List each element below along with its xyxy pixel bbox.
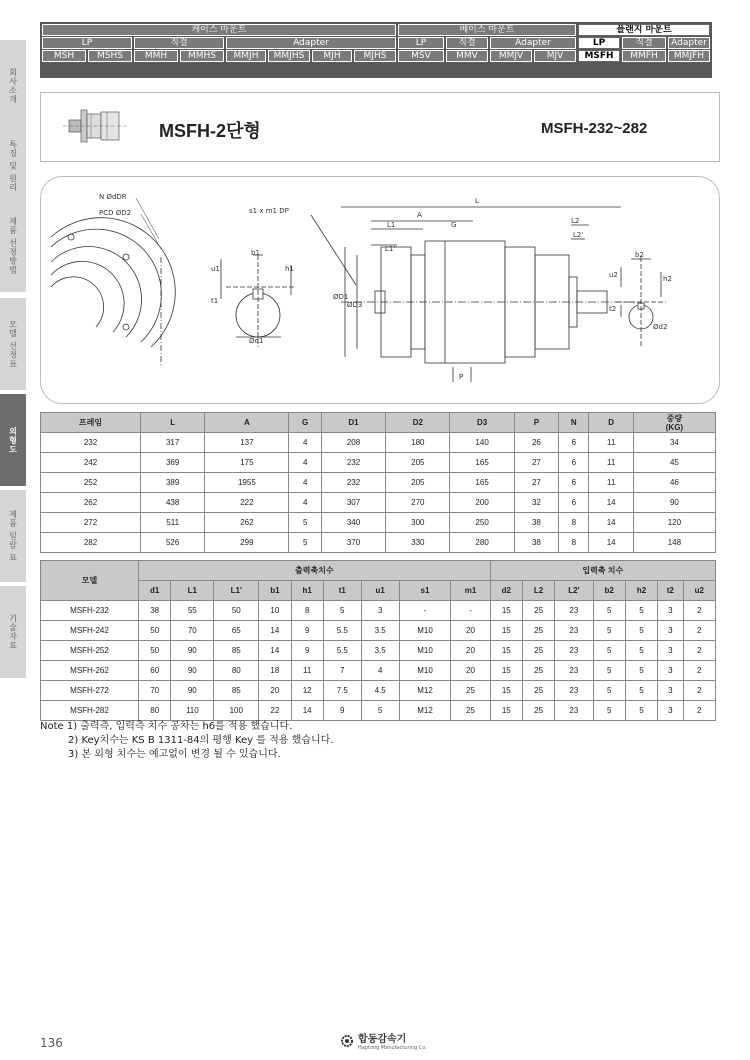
table-cell: 5 bbox=[289, 533, 321, 553]
table-cell: 25 bbox=[522, 661, 554, 681]
table-cell: M10 bbox=[399, 621, 451, 641]
column-header: L1 bbox=[171, 581, 214, 601]
table-cell: 10 bbox=[259, 601, 291, 621]
drawing-label-D3: ØD3 bbox=[347, 301, 363, 309]
table-cell: 262 bbox=[205, 513, 289, 533]
table-cell: 23 bbox=[555, 661, 593, 681]
table-cell: 25 bbox=[451, 701, 490, 721]
table-cell: 250 bbox=[450, 513, 514, 533]
table-row bbox=[41, 493, 716, 513]
table-cell: 3 bbox=[658, 621, 683, 641]
table-cell: 270 bbox=[386, 493, 450, 513]
table-cell: 208 bbox=[321, 433, 385, 453]
table-cell: 6 bbox=[559, 473, 589, 493]
table-cell: 14 bbox=[589, 513, 633, 533]
table-cell: 222 bbox=[205, 493, 289, 513]
nav-case-adapter[interactable]: Adapter bbox=[226, 37, 396, 49]
table-cell: 4 bbox=[289, 473, 321, 493]
drawing-label-t2: t2 bbox=[609, 305, 617, 313]
table-cell: 38 bbox=[514, 533, 558, 553]
table-cell: 15 bbox=[490, 601, 522, 621]
notes bbox=[40, 720, 333, 762]
brand-name: 합동감속기 bbox=[358, 1034, 407, 1045]
table-cell: 11 bbox=[589, 433, 633, 453]
table-cell: 15 bbox=[490, 661, 522, 681]
table-cell: 307 bbox=[321, 493, 385, 513]
table-cell: 300 bbox=[386, 513, 450, 533]
table-cell: 340 bbox=[321, 513, 385, 533]
table-cell: - bbox=[399, 601, 451, 621]
table-cell: 8 bbox=[291, 601, 323, 621]
column-header: L bbox=[141, 413, 205, 433]
table-cell: MSFH-282 bbox=[41, 701, 139, 721]
top-navigation bbox=[40, 22, 712, 78]
drawing-label-b2: b2 bbox=[635, 251, 644, 259]
table-cell: 11 bbox=[589, 473, 633, 493]
table-cell: 3 bbox=[658, 661, 683, 681]
table-cell: 25 bbox=[522, 621, 554, 641]
column-header: h1 bbox=[291, 581, 323, 601]
note-3: 3) 본 외형 치수는 예고없이 변경 될 수 있습니다. bbox=[68, 749, 281, 760]
table-cell: 389 bbox=[141, 473, 205, 493]
company-logo bbox=[340, 1030, 427, 1051]
table-cell: 27 bbox=[514, 473, 558, 493]
side-tab-features[interactable]: 특징 및 원리 bbox=[0, 120, 26, 216]
table-cell: 25 bbox=[522, 601, 554, 621]
table-cell: 27 bbox=[514, 453, 558, 473]
column-header: d1 bbox=[139, 581, 171, 601]
table-cell: 23 bbox=[555, 681, 593, 701]
table-cell: 38 bbox=[139, 601, 171, 621]
table-cell: 137 bbox=[205, 433, 289, 453]
table-cell: 3 bbox=[658, 601, 683, 621]
table-cell: 90 bbox=[633, 493, 715, 513]
table-row bbox=[41, 601, 716, 621]
note-1: Note 1) 출력측, 입력측 치수 공차는 h6를 적용 했습니다. bbox=[40, 721, 293, 732]
table-cell: M12 bbox=[399, 681, 451, 701]
table-cell: 46 bbox=[633, 473, 715, 493]
drawing-label-t1: t1 bbox=[211, 297, 219, 305]
table-row bbox=[41, 621, 716, 641]
column-header: D3 bbox=[450, 413, 514, 433]
table-cell: - bbox=[451, 601, 490, 621]
side-tab-technical-data[interactable]: 기술자료 bbox=[0, 586, 26, 682]
drawing-label-pcd: PCD ØD2 bbox=[99, 209, 132, 217]
table-cell: M10 bbox=[399, 641, 451, 661]
table-cell: 4 bbox=[289, 453, 321, 473]
table-cell: 14 bbox=[589, 493, 633, 513]
table-cell: 369 bbox=[141, 453, 205, 473]
table-row bbox=[41, 661, 716, 681]
table-cell: 4 bbox=[289, 493, 321, 513]
table-cell: 9 bbox=[291, 641, 323, 661]
table-cell: 110 bbox=[171, 701, 214, 721]
table-cell: 15 bbox=[490, 641, 522, 661]
table-header-row bbox=[41, 561, 716, 581]
table-cell: 20 bbox=[451, 661, 490, 681]
nav-mmhs[interactable]: MMHS bbox=[180, 50, 224, 62]
technical-drawing bbox=[41, 177, 721, 405]
table-cell: 11 bbox=[291, 661, 323, 681]
table-cell: 25 bbox=[522, 701, 554, 721]
table-cell: 7.5 bbox=[323, 681, 361, 701]
table-cell: 14 bbox=[589, 533, 633, 553]
table-cell: 11 bbox=[589, 453, 633, 473]
nav-msfh[interactable]: MSFH bbox=[578, 50, 620, 62]
table-cell: 23 bbox=[555, 621, 593, 641]
drawing-label-d1: Ød1 bbox=[249, 337, 264, 345]
table-cell: 5 bbox=[625, 641, 657, 661]
table-cell: 200 bbox=[450, 493, 514, 513]
table-row bbox=[41, 533, 716, 553]
table-cell: 18 bbox=[259, 661, 291, 681]
column-header: A bbox=[205, 413, 289, 433]
table-cell: 205 bbox=[386, 473, 450, 493]
nav-group-flange-mount[interactable]: 플랜지 마운트 bbox=[578, 24, 710, 36]
table-cell: 232 bbox=[321, 473, 385, 493]
table-cell: 5 bbox=[593, 641, 625, 661]
nav-mshs[interactable]: MSHS bbox=[88, 50, 132, 62]
nav-mjhs[interactable]: MJHS bbox=[354, 50, 396, 62]
column-header: L2' bbox=[555, 581, 593, 601]
table-cell: 5 bbox=[593, 621, 625, 641]
table-cell: 50 bbox=[139, 621, 171, 641]
table-cell: 80 bbox=[139, 701, 171, 721]
drawing-label-u1: u1 bbox=[211, 265, 220, 273]
column-header: b2 bbox=[593, 581, 625, 601]
table-cell: 25 bbox=[451, 681, 490, 701]
table-row bbox=[41, 513, 716, 533]
drawing-label-h1: h1 bbox=[285, 265, 294, 273]
table-cell: 15 bbox=[490, 621, 522, 641]
table-cell: 5.5 bbox=[323, 641, 361, 661]
drawing-label-b1: b1 bbox=[251, 249, 260, 257]
table-cell: 60 bbox=[139, 661, 171, 681]
table-cell: 5 bbox=[625, 701, 657, 721]
column-header: L2 bbox=[522, 581, 554, 601]
drawing-label-u2: u2 bbox=[609, 271, 618, 279]
column-header: D bbox=[589, 413, 633, 433]
group-header-input: 입력축 치수 bbox=[490, 561, 715, 581]
table-cell: 2 bbox=[683, 641, 715, 661]
side-navigation bbox=[0, 0, 26, 1060]
table-cell: 9 bbox=[291, 621, 323, 641]
table-cell: 4.5 bbox=[361, 681, 399, 701]
table-cell: 20 bbox=[259, 681, 291, 701]
table-cell: 34 bbox=[633, 433, 715, 453]
group-header-output: 출력축치수 bbox=[139, 561, 491, 581]
column-header: G bbox=[289, 413, 321, 433]
table-cell: 20 bbox=[451, 621, 490, 641]
table-cell: MSFH-252 bbox=[41, 641, 139, 661]
table-cell: 26 bbox=[514, 433, 558, 453]
table-row bbox=[41, 473, 716, 493]
brand-subtitle: Haptong Manufacturing Co. bbox=[358, 1045, 427, 1051]
nav-mmjh[interactable]: MMJH bbox=[226, 50, 266, 62]
side-tab-product-list[interactable]: 제품 일람 표 bbox=[0, 490, 26, 586]
table-cell: 3.5 bbox=[361, 621, 399, 641]
table-cell: 282 bbox=[41, 533, 141, 553]
dimension-drawing bbox=[40, 176, 720, 404]
nav-flange-direct[interactable]: 직결 bbox=[622, 37, 666, 49]
model-title: MSFH-2단형 bbox=[159, 121, 261, 141]
table-cell: 232 bbox=[321, 453, 385, 473]
table-cell: 9 bbox=[323, 701, 361, 721]
table-cell: 5 bbox=[625, 681, 657, 701]
frame-dimension-table bbox=[40, 412, 716, 553]
table-cell: 90 bbox=[171, 641, 214, 661]
nav-mmv[interactable]: MMV bbox=[446, 50, 488, 62]
table-cell: 6 bbox=[559, 453, 589, 473]
table-cell: M12 bbox=[399, 701, 451, 721]
table-cell: 5 bbox=[625, 661, 657, 681]
table-cell: 5 bbox=[593, 601, 625, 621]
table-header-row bbox=[41, 413, 716, 433]
drawing-label-d2: Ød2 bbox=[653, 323, 668, 331]
table-cell: 80 bbox=[214, 661, 259, 681]
column-header: P bbox=[514, 413, 558, 433]
column-header: 모델 bbox=[41, 561, 139, 601]
table-cell: 148 bbox=[633, 533, 715, 553]
table-cell: 6 bbox=[559, 433, 589, 453]
table-cell: 370 bbox=[321, 533, 385, 553]
table-cell: 32 bbox=[514, 493, 558, 513]
nav-case-direct[interactable]: 직결 bbox=[134, 37, 224, 49]
column-header: L1' bbox=[214, 581, 259, 601]
model-header bbox=[40, 92, 720, 162]
table-cell: 242 bbox=[41, 453, 141, 473]
drawing-label-L2: L2 bbox=[571, 217, 580, 225]
drawing-label-L1: L1 bbox=[387, 221, 396, 229]
nav-flange-lp[interactable]: LP bbox=[578, 37, 620, 49]
drawing-label-L2-prime: L2' bbox=[573, 231, 584, 239]
nav-mjv[interactable]: MJV bbox=[534, 50, 576, 62]
table-cell: 2 bbox=[683, 701, 715, 721]
nav-mmh[interactable]: MMH bbox=[134, 50, 178, 62]
table-cell: 85 bbox=[214, 641, 259, 661]
nav-group-case-mount[interactable]: 케이스 마운트 bbox=[42, 24, 396, 36]
nav-mmjhs[interactable]: MMJHS bbox=[268, 50, 310, 62]
nav-mmfh[interactable]: MMFH bbox=[622, 50, 666, 62]
table-cell: MSFH-272 bbox=[41, 681, 139, 701]
drawing-label-L1-prime: L1' bbox=[385, 245, 396, 253]
column-header: D2 bbox=[386, 413, 450, 433]
table-cell: 5 bbox=[361, 701, 399, 721]
table-cell: 526 bbox=[141, 533, 205, 553]
table-cell: 38 bbox=[514, 513, 558, 533]
nav-msh[interactable]: MSH bbox=[42, 50, 86, 62]
table-cell: MSFH-262 bbox=[41, 661, 139, 681]
table-subheader-row bbox=[41, 581, 716, 601]
shaft-dimension-table bbox=[40, 560, 716, 721]
nav-mjh[interactable]: MJH bbox=[312, 50, 352, 62]
nav-mmjv[interactable]: MMJV bbox=[490, 50, 532, 62]
column-header: d2 bbox=[490, 581, 522, 601]
nav-mmjfh[interactable]: MMJFH bbox=[668, 50, 710, 62]
nav-msv[interactable]: MSV bbox=[398, 50, 444, 62]
column-header: b1 bbox=[259, 581, 291, 601]
drawing-label-D1: ØD1 bbox=[333, 293, 349, 301]
table-cell: 15 bbox=[490, 701, 522, 721]
drawing-label-L: L bbox=[475, 197, 479, 205]
table-cell: 438 bbox=[141, 493, 205, 513]
table-cell: 272 bbox=[41, 513, 141, 533]
column-header: 프레임 bbox=[41, 413, 141, 433]
table-cell: 180 bbox=[386, 433, 450, 453]
gearbox-thumbnail-icon bbox=[61, 98, 131, 158]
table-cell: 5 bbox=[625, 601, 657, 621]
drawing-label-tap: s1 x m1 DP bbox=[249, 207, 289, 215]
table-cell: 252 bbox=[41, 473, 141, 493]
table-cell: 23 bbox=[555, 701, 593, 721]
table-cell: 50 bbox=[214, 601, 259, 621]
column-header: h2 bbox=[625, 581, 657, 601]
table-cell: 3 bbox=[658, 641, 683, 661]
table-cell: 15 bbox=[490, 681, 522, 701]
table-cell: 90 bbox=[171, 681, 214, 701]
table-row bbox=[41, 641, 716, 661]
table-cell: M10 bbox=[399, 661, 451, 681]
model-range: MSFH-232~282 bbox=[541, 120, 648, 137]
table-cell: 3 bbox=[361, 601, 399, 621]
drawing-label-h2: h2 bbox=[663, 275, 672, 283]
table-cell: 3 bbox=[658, 701, 683, 721]
table-cell: 4 bbox=[289, 433, 321, 453]
table-cell: 5 bbox=[323, 601, 361, 621]
side-tab-model-selection[interactable]: 모델 선정표 bbox=[0, 298, 26, 394]
side-tab-company[interactable]: 회사소개 bbox=[0, 40, 26, 136]
column-header: 중량 (KG) bbox=[633, 413, 715, 433]
column-header: N bbox=[559, 413, 589, 433]
table-cell: 232 bbox=[41, 433, 141, 453]
table-cell: 2 bbox=[683, 601, 715, 621]
drawing-label-A: A bbox=[417, 211, 422, 219]
table-cell: 23 bbox=[555, 641, 593, 661]
nav-flange-adapter[interactable]: Adapter bbox=[668, 37, 710, 49]
table-cell: 7 bbox=[323, 661, 361, 681]
table-cell: MSFH-232 bbox=[41, 601, 139, 621]
table-cell: 2 bbox=[683, 681, 715, 701]
column-header: s1 bbox=[399, 581, 451, 601]
column-header: m1 bbox=[451, 581, 490, 601]
table-cell: 165 bbox=[450, 473, 514, 493]
table-row bbox=[41, 453, 716, 473]
table-cell: 4 bbox=[361, 661, 399, 681]
table-cell: 5 bbox=[593, 681, 625, 701]
table-cell: 5 bbox=[289, 513, 321, 533]
table-cell: 22 bbox=[259, 701, 291, 721]
gear-logo-icon bbox=[340, 1034, 354, 1048]
table-cell: 12 bbox=[291, 681, 323, 701]
nav-case-lp[interactable]: LP bbox=[42, 37, 132, 49]
table-cell: 8 bbox=[559, 513, 589, 533]
column-header: u2 bbox=[683, 581, 715, 601]
drawing-label-G: G bbox=[451, 221, 457, 229]
column-header: t1 bbox=[323, 581, 361, 601]
table-cell: 262 bbox=[41, 493, 141, 513]
table-cell: 25 bbox=[522, 641, 554, 661]
table-cell: 8 bbox=[559, 533, 589, 553]
table-cell: 6 bbox=[559, 493, 589, 513]
table-cell: 65 bbox=[214, 621, 259, 641]
table-row bbox=[41, 433, 716, 453]
table-cell: 90 bbox=[171, 661, 214, 681]
table-cell: 85 bbox=[214, 681, 259, 701]
table-cell: 23 bbox=[555, 601, 593, 621]
table-cell: 317 bbox=[141, 433, 205, 453]
table-cell: 330 bbox=[386, 533, 450, 553]
table-cell: 45 bbox=[633, 453, 715, 473]
table-cell: 5.5 bbox=[323, 621, 361, 641]
table-cell: 14 bbox=[259, 641, 291, 661]
table-cell: 280 bbox=[450, 533, 514, 553]
side-tab-dimensions[interactable]: 외형도 bbox=[0, 394, 26, 490]
table-cell: MSFH-242 bbox=[41, 621, 139, 641]
table-cell: 3 bbox=[658, 681, 683, 701]
column-header: D1 bbox=[321, 413, 385, 433]
drawing-label-bolt: N ØdDR bbox=[99, 193, 127, 201]
nav-base-adapter[interactable]: Adapter bbox=[490, 37, 576, 49]
table-cell: 70 bbox=[139, 681, 171, 701]
note-2: 2) Key치수는 KS B 1311-84의 평행 Key 를 적용 했습니다. bbox=[68, 735, 334, 746]
table-cell: 175 bbox=[205, 453, 289, 473]
table-cell: 165 bbox=[450, 453, 514, 473]
table-cell: 299 bbox=[205, 533, 289, 553]
column-header: t2 bbox=[658, 581, 683, 601]
side-tab-selection-method[interactable]: 제품 선정방법 bbox=[0, 200, 26, 296]
table-cell: 14 bbox=[259, 621, 291, 641]
table-cell: 2 bbox=[683, 621, 715, 641]
table-cell: 100 bbox=[214, 701, 259, 721]
table-cell: 205 bbox=[386, 453, 450, 473]
nav-base-lp[interactable]: LP bbox=[398, 37, 444, 49]
drawing-label-P: P bbox=[459, 373, 464, 381]
table-row bbox=[41, 701, 716, 721]
table-cell: 14 bbox=[291, 701, 323, 721]
table-cell: 1955 bbox=[205, 473, 289, 493]
table-cell: 120 bbox=[633, 513, 715, 533]
table-cell: 5 bbox=[625, 621, 657, 641]
column-header: u1 bbox=[361, 581, 399, 601]
table-cell: 140 bbox=[450, 433, 514, 453]
table-cell: 2 bbox=[683, 661, 715, 681]
table-row bbox=[41, 681, 716, 701]
nav-base-direct[interactable]: 직결 bbox=[446, 37, 488, 49]
table-cell: 50 bbox=[139, 641, 171, 661]
table-cell: 20 bbox=[451, 641, 490, 661]
table-cell: 25 bbox=[522, 681, 554, 701]
table-cell: 55 bbox=[171, 601, 214, 621]
page-number: 136 bbox=[40, 1036, 63, 1050]
table-cell: 5 bbox=[593, 661, 625, 681]
table-cell: 70 bbox=[171, 621, 214, 641]
table-cell: 5 bbox=[593, 701, 625, 721]
table-cell: 3.5 bbox=[361, 641, 399, 661]
table-cell: 511 bbox=[141, 513, 205, 533]
nav-group-base-mount[interactable]: 베이스 마운트 bbox=[398, 24, 576, 36]
